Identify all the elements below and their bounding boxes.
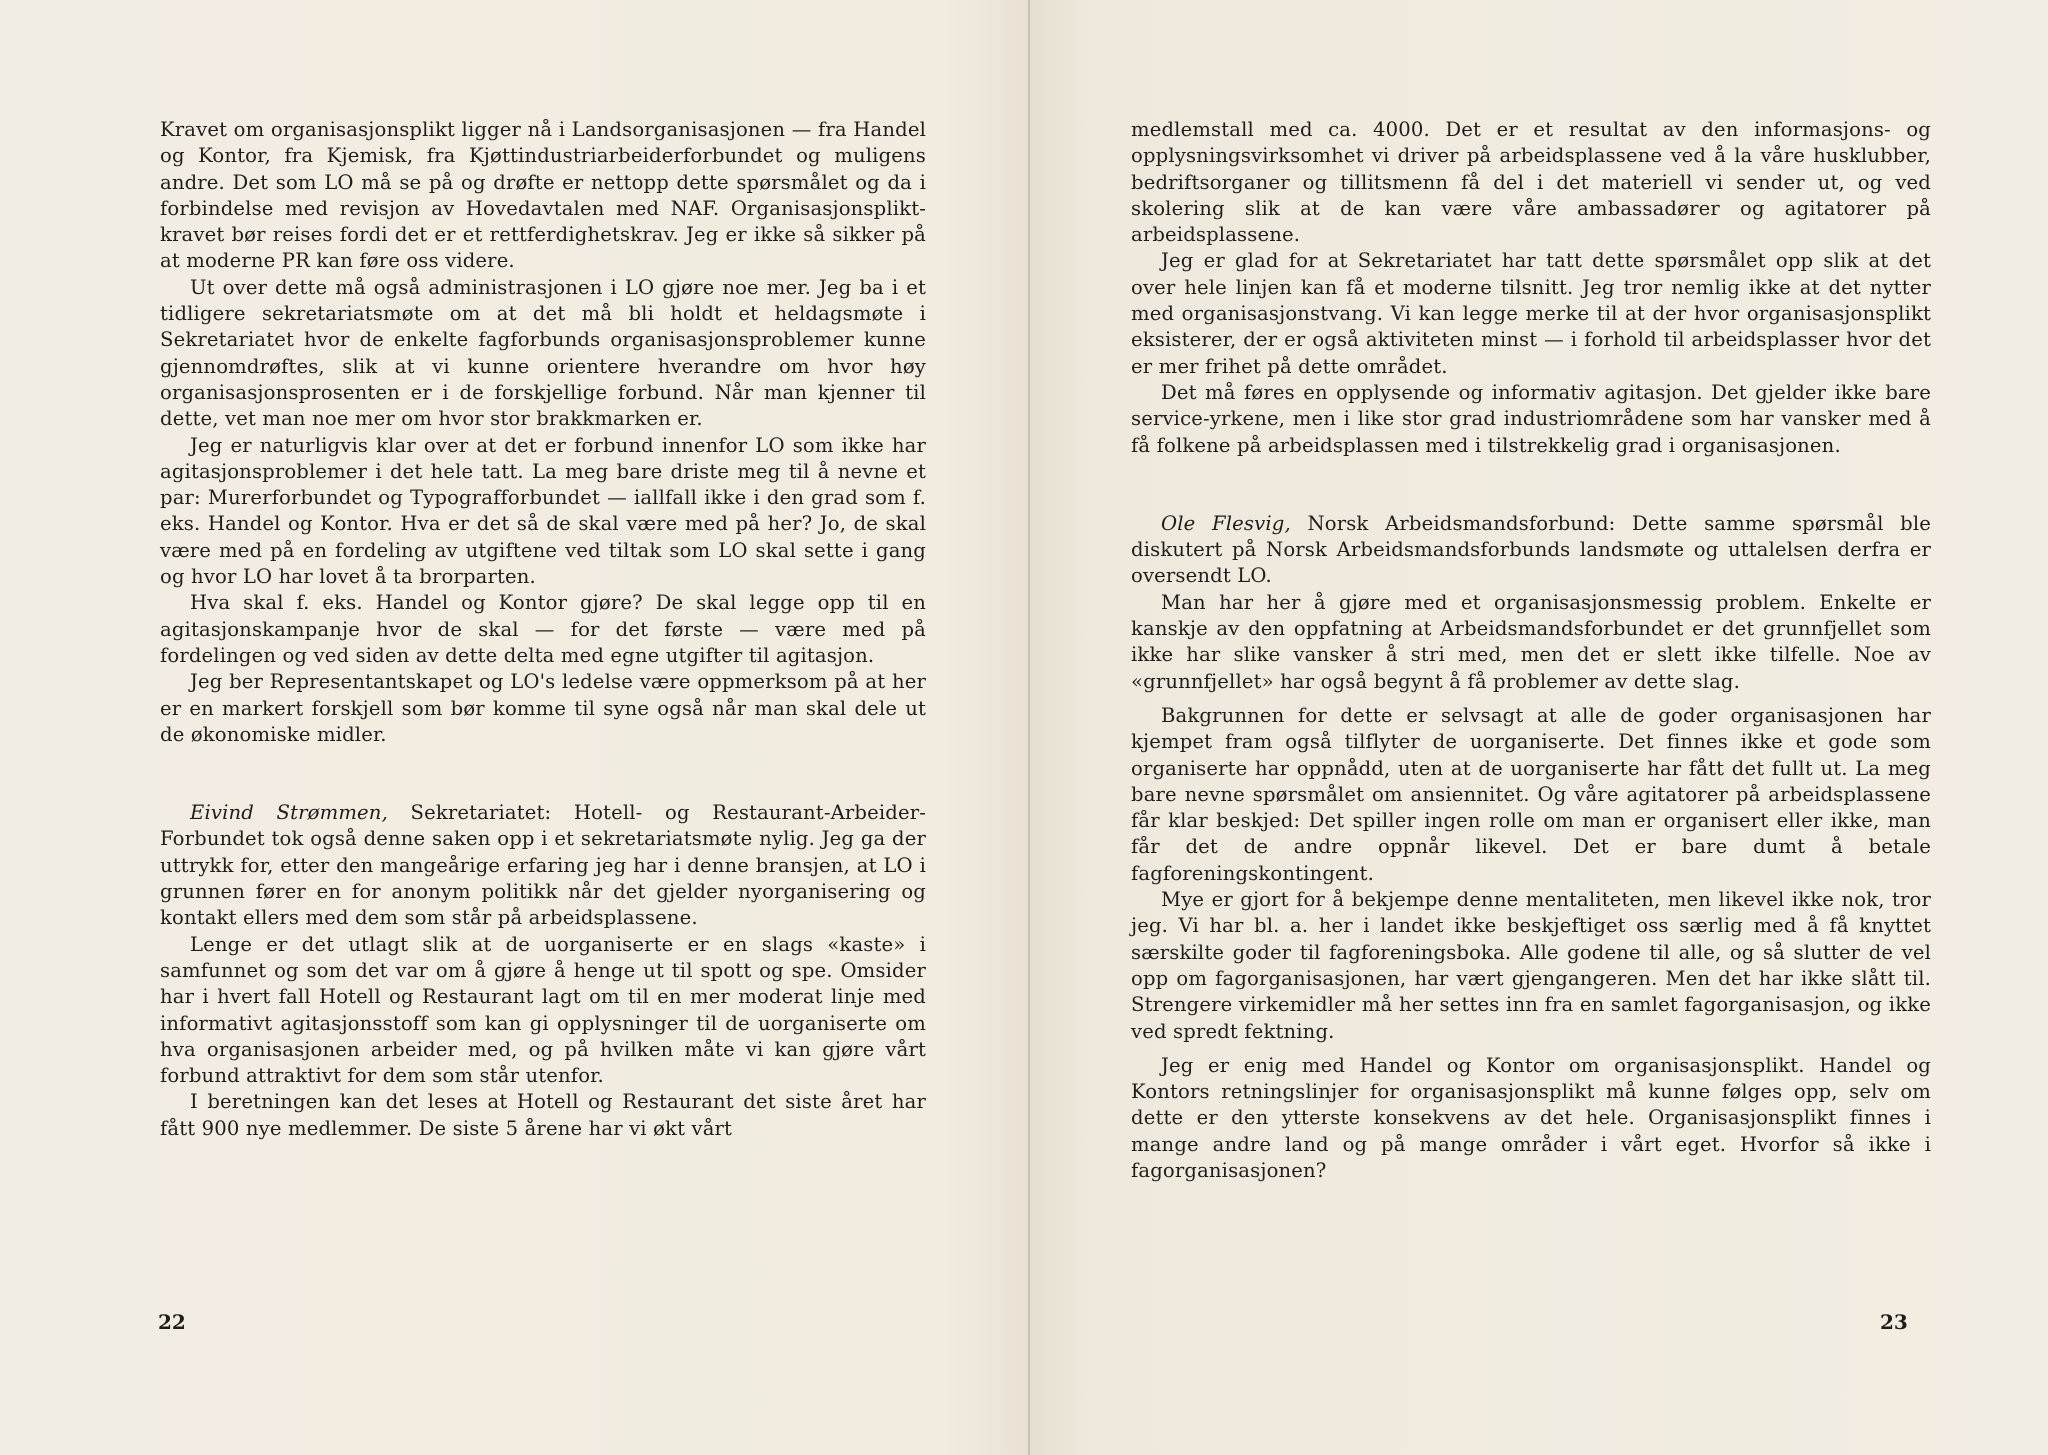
- speaker-paragraph: [160, 800, 926, 931]
- paragraph: medlemstall med ca. 4000. Det er et resultat av den informasjons- og opplysningsvirksomhet vi driver på arbeidsplassene ved å la våre husklubber, bedriftsorganer og tillitsmenn få del i det materiell vi sender ut, og ved skolering slik at de kan være våre ambassadører og agitatorer på arbeidsplassene.: [1131, 118, 1931, 247]
- section-spacer: [160, 748, 926, 800]
- speaker-text: Norsk Arbeidsmandsforbund: Dette samme spørsmål ble diskutert på Norsk Arbeidsmandsforbunds landsmøte og uttalelsen derfra er oversendt LO.: [1131, 511, 1931, 588]
- section-spacer: [1131, 459, 1931, 511]
- paragraph: Bakgrunnen for dette er selvsagt at alle de goder organisasjonen har kjempet fram også tilflyter de uorganiserte. Det finnes ikke et gode som organiserte har oppnådd, uten at de uorganiserte har fått det fullt ut. La meg bare nevne spørsmålet om ansiennitet. Og våre agitatorer på arbeidsplassene får klar beskjed: Det spiller ingen rolle om man er organisert eller ikke, man får det de andre oppnår likevel. Det er bare dumt å betale fagforeningskontingent.: [1131, 703, 1931, 885]
- paragraph: Jeg er naturligvis klar over at det er forbund innenfor LO som ikke har agitasjonsproblemer i det hele tatt. La meg bare driste meg til å nevne et par: Murerforbundet og Typografforbundet — iallfall ikke i den grad som f. eks. Handel og Kontor. Hva er det så de skal være med på her? Jo, de skal være med på en fordeling av utgiftene ved tiltak som LO skal sette i gang og hvor LO har lovet å ta brorparten.: [160, 433, 926, 589]
- right-text-column: [1131, 117, 1931, 1184]
- speaker-paragraph: [1131, 511, 1931, 590]
- speaker-text: Sekretariatet: Hotell- og Restaurant-Arbeider-Forbundet tok også denne saken opp i et sekretariatsmøte nylig. Jeg ga der uttrykk for, etter den mangeårige erfaring jeg har i denne bransjen, at LO i grunnen fører en for anonym politikk når det gjelder nyorganisering og kontakt ellers med dem som står på arbeidsplassene.: [160, 801, 926, 930]
- paragraph: Kravet om organisasjonsplikt ligger nå i Landsorganisasjonen — fra Handel og Kontor, fra Kjemisk, fra Kjøttindustriarbeiderforbundet og muligens andre. Det som LO må se på og drøfte er nettopp dette spørsmålet og da i forbindelse med revisjon av Hovedavtalen med NAF. Organisasjonsplikt-kravet bør reises fordi det er et rettferdighetskrav. Jeg er ikke så sikker på at moderne PR kan føre oss videre.: [160, 118, 926, 273]
- paragraph: Mye er gjort for å bekjempe denne mentaliteten, men likevel ikke nok, tror jeg. Vi har bl. a. her i landet ikke beskjeftiget oss særlig med å få knyttet særskilte goder til fagforeningsboka. Alle godene til alle, og så slutter de vel opp om fagorganisasjonen, har vært gjengangeren. Men det har ikke slått til. Strengere virkemidler må her settes inn fra en samlet fagorganisasjon, og ikke ved spredt fektning.: [1131, 888, 1931, 1043]
- speaker-name: Eivind Strømmen,: [190, 801, 388, 825]
- page-number: 22: [158, 1310, 186, 1334]
- left-text-column: [160, 117, 926, 1142]
- paragraph: Lenge er det utlagt slik at de uorganiserte er en slags «kaste» i samfunnet og som det var om å gjøre å henge ut til spott og spe. Omsider har i hvert fall Hotell og Restaurant lagt om til en mer moderat linje med informativt agitasjonsstoff som kan gi opplysninger til de uorganiserte om hva organisasjonen arbeider med, og på hvilken måte vi kan gjøre vårt forbund attraktivt for dem som står utenfor.: [160, 932, 926, 1088]
- paragraph: Ut over dette må også administrasjonen i LO gjøre noe mer. Jeg ba i et tidligere sekretariatsmøte om at det må bli holdt et heldagsmøte i Sekretariatet hvor de enkelte fagforbunds organisasjonsproblemer kunne gjennomdrøftes, slik at vi kunne orientere hverandre om hvor høy organisasjonsprosenten er i de forskjellige forbund. Når man kjenner til dette, vet man noe mer om hvor stor brakkmarken er.: [160, 275, 926, 431]
- right-page: [1030, 0, 2048, 1455]
- paragraph-spacer: [1131, 695, 1931, 703]
- speaker-name: Ole Flesvig,: [1161, 511, 1291, 535]
- paragraph-spacer: [1131, 1045, 1931, 1053]
- paragraph: Jeg ber Representantskapet og LO's ledelse være oppmerksom på at her er en markert forskjell som bør komme til syne også når man skal dele ut de økonomiske midler.: [160, 670, 926, 746]
- paragraph: Jeg er glad for at Sekretariatet har tatt dette spørsmålet opp slik at det over hele linjen kan få et moderne tilsnitt. Jeg tror nemlig ikke at det nytter med organisasjonstvang. Vi kan legge merke til at der hvor organisasjonsplikt eksisterer, der er også aktiviteten minst — i forhold til arbeidsplasser hvor det er mer frihet på dette området.: [1131, 249, 1931, 378]
- paragraph: Man har her å gjøre med et organisasjonsmessig problem. Enkelte er kanskje av den oppfatning at Arbeidsmandsforbundet er det grunnfjellet som ikke har slike vansker å stri med, men det er slett ikke tilfelle. Noe av «grunnfjellet» har også begynt å få problemer av dette slag.: [1131, 590, 1931, 693]
- page-number: 23: [1880, 1310, 1908, 1334]
- paragraph: Det må føres en opplysende og informativ agitasjon. Det gjelder ikke bare service-yrkene, men i like stor grad industriområdene som har vansker med å få folkene på arbeidsplassen med i tilstrekkelig grad i organisasjonen.: [1131, 380, 1931, 457]
- paragraph: Jeg er enig med Handel og Kontor om organisasjonsplikt. Handel og Kontors retningslinjer for organisasjonsplikt må kunne følges opp, selv om dette er den ytterste konsekvens av det hele. Organisasjonsplikt finnes i mange andre land og på mange områder i vårt eget. Hvorfor så ikke i fagorganisasjonen?: [1131, 1053, 1931, 1182]
- paragraph: Hva skal f. eks. Handel og Kontor gjøre? De skal legge opp til en agitasjonskampanje hvor de skal — for det første — være med på fordelingen og ved siden av dette delta med egne utgifter til agitasjon.: [160, 591, 926, 667]
- paragraph: I beretningen kan det leses at Hotell og Restaurant det siste året har fått 900 nye medlemmer. De siste 5 årene har vi økt vårt: [160, 1090, 926, 1140]
